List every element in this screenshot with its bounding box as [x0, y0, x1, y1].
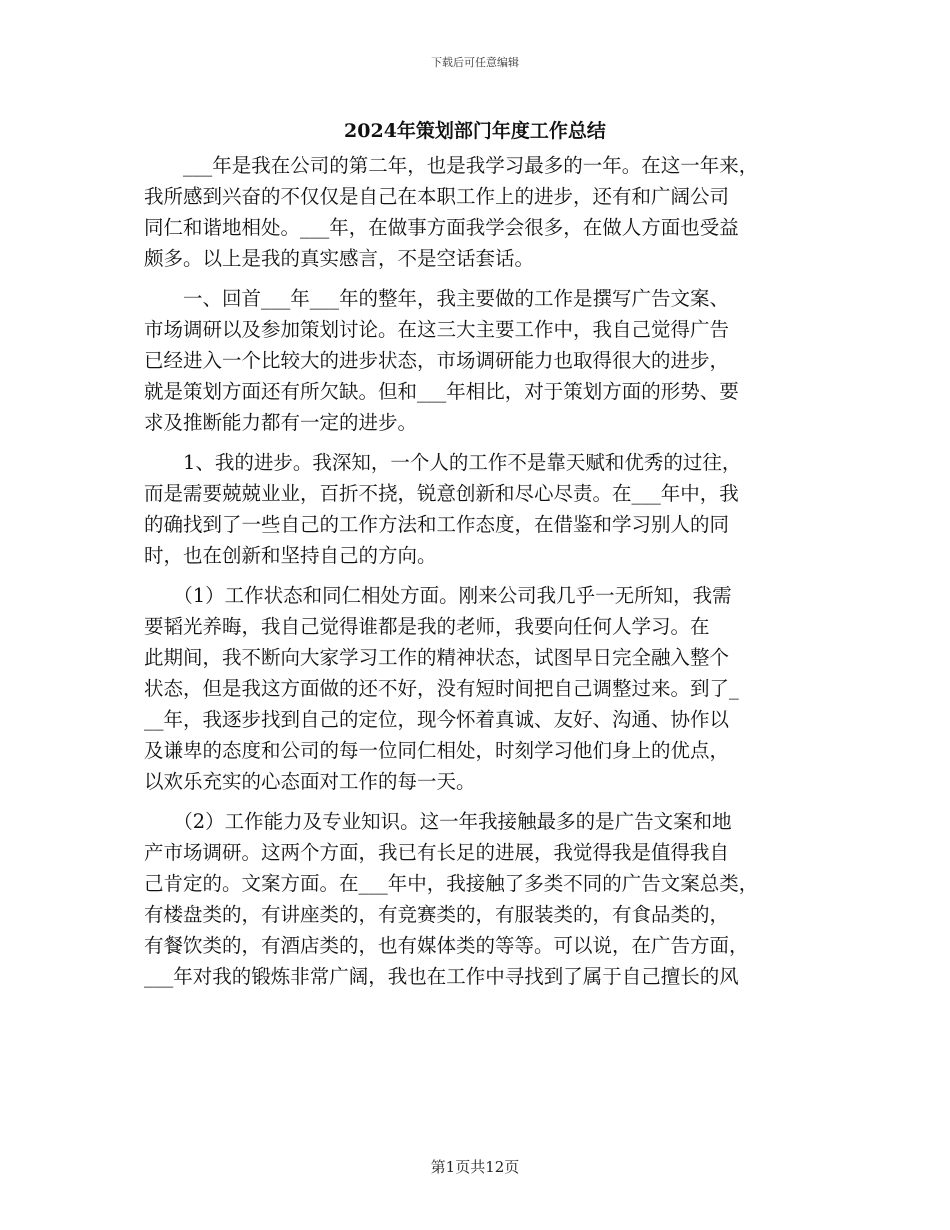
header-note: 下载后可任意编辑 — [431, 56, 519, 69]
text-line: ___年对我的锻炼非常广阔，我也在工作中寻找到了属于自己擅长的风 — [144, 965, 739, 988]
text-line: 我所感到兴奋的不仅仅是自己在本职工作上的进步，还有和广阔公司 — [144, 185, 730, 208]
text-line: 一、回首___年___年的整年，我主要做的工作是撰写广告文案、 — [144, 287, 730, 310]
document-title: 2024年策划部门年度工作总结 — [344, 120, 606, 142]
paragraph — [144, 283, 808, 438]
text-line: 己肯定的。文案方面。在___年中，我接触了多类不同的广告文案总类， — [144, 872, 759, 895]
text-line: 要韬光养晦，我自己觉得谁都是我的老师，我要向任何人学习。在 — [144, 615, 710, 638]
text-line: 1、我的进步。我深知，一个人的工作不是靠天赋和优秀的过往， — [144, 451, 742, 474]
paragraph — [144, 447, 808, 571]
text-line: 此期间，我不断向大家学习工作的精神状态，试图早日完全融入整个 — [144, 646, 730, 669]
text-line: 求及推断能力都有一定的进步。 — [144, 411, 418, 434]
text-line: ___年是我在公司的第二年，也是我学习最多的一年。在这一年来， — [144, 154, 759, 177]
text-line: __年，我逐步找到自己的定位，现今怀着真诚、友好、沟通、协作以 — [144, 708, 730, 731]
paragraph — [144, 150, 808, 274]
page-number-footer: 第1页共12页 — [430, 1158, 520, 1176]
text-line: 就是策划方面还有所欠缺。但和___年相比，对于策划方面的形势、要 — [144, 380, 739, 403]
text-line: 有楼盘类的，有讲座类的，有竞赛类的，有服装类的，有食品类的， — [144, 903, 730, 926]
text-line: 以欢乐充实的心态面对工作的每一天。 — [144, 770, 476, 793]
text-line: 而是需要兢兢业业，百折不挠，锐意创新和尽心尽责。在___年中，我 — [144, 482, 739, 505]
text-line: 及谦卑的态度和公司的每一位同仁相处，时刻学习他们身上的优点， — [144, 739, 730, 762]
text-line: 已经进入一个比较大的进步状态，市场调研能力也取得很大的进步， — [144, 349, 730, 372]
text-line: 同仁和谐地相处。___年，在做事方面我学会很多，在做人方面也受益 — [144, 216, 739, 239]
document-body — [144, 150, 808, 992]
text-line: （2）工作能力及专业知识。这一年我接触最多的是广告文案和地 — [144, 810, 732, 833]
text-line: 的确找到了一些自己的工作方法和工作态度，在借鉴和学习别人的同 — [144, 513, 730, 536]
text-line: 产市场调研。这两个方面，我已有长足的进展，我觉得我是值得我自 — [144, 841, 730, 864]
text-line: （1）工作状态和同仁相处方面。刚来公司我几乎一无所知，我需 — [144, 584, 732, 607]
text-line: 状态，但是我这方面做的还不好，没有短时间把自己调整过来。到了_ — [144, 677, 739, 700]
paragraph — [144, 806, 808, 992]
text-line: 有餐饮类的，有酒店类的，也有媒体类的等等。可以说，在广告方面， — [144, 934, 749, 957]
text-line: 颇多。以上是我的真实感言，不是空话套话。 — [144, 247, 535, 270]
text-line: 市场调研以及参加策划讨论。在这三大主要工作中，我自己觉得广告 — [144, 318, 730, 341]
paragraph — [144, 580, 808, 797]
text-line: 时，也在创新和坚持自己的方向。 — [144, 544, 437, 567]
